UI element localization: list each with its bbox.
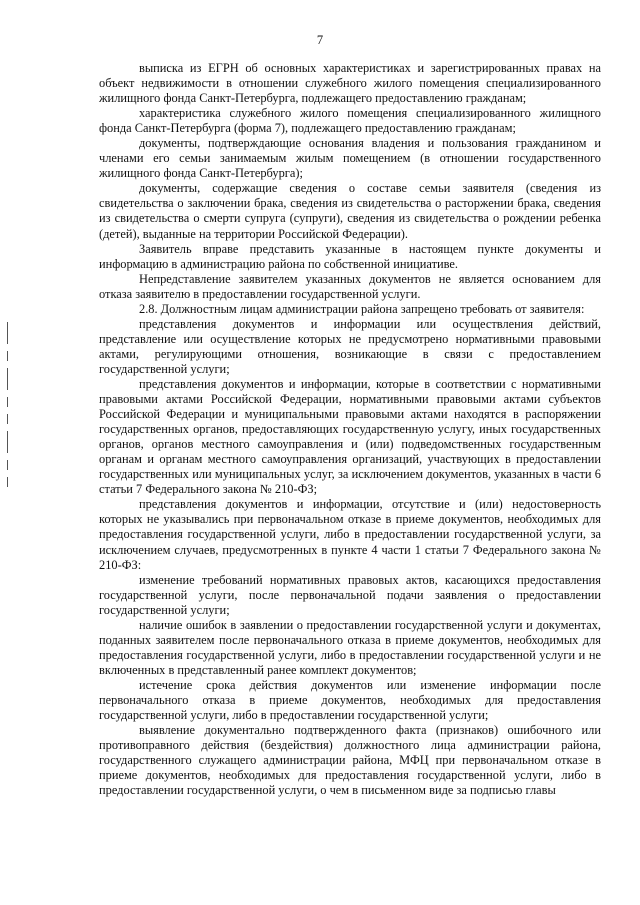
paragraph: представления документов и информации, отсутствие и (или) недостоверность которых не указывались при первоначальном отказе в приеме документов, необходимых для предоставления государственной услуги, либо в предоставлении государственной услуги, за исключением случаев, предусмотренных в пункте 4 части 1 статьи 7 Федерального закона № 210-ФЗ: (99, 497, 601, 572)
paragraph: документы, содержащие сведения о составе семьи заявителя (сведения из свидетельства о заключении брака, сведения из свидетельства о расторжении брака, сведения из свидетельства о смерти супруга (супруги), сведения из свидетельства о рождении ребенка (детей), выданные на территории Российской Федерации). (99, 181, 601, 241)
paragraph: выявление документально подтвержденного факта (признаков) ошибочного или противоправного действия (бездействия) должностного лица администрации района, государственного служащего администрации района, МФЦ при первоначальном отказе в приеме документов, необходимых для предоставления государственной услуги, либо в предоставлении государственной услуги, о чем в письменном виде за подписью главы (99, 723, 601, 798)
paragraph: представления документов и информации, которые в соответствии с нормативными правовыми актами Российской Федерации, нормативными правовыми актами субъектов Российской Федерации и муниципальными правовыми актами находятся в распоряжении государственных органов, предоставляющих государственную услугу, иных государственных органов, органов местного самоуправления и (или) подведомственных государственным органам и органам местного самоуправления организаций, участвующих в предоставлении государственных или муниципальных услуг, за исключением документов, указанных в части 6 статьи 7 Федерального закона № 210-ФЗ; (99, 376, 601, 497)
paragraph: истечение срока действия документов или изменение информации после первоначального отказа в приеме документов, необходимых для предоставления государственной услуги, либо в предоставлении государственной услуги; (99, 677, 601, 723)
paragraph: изменение требований нормативных правовых актов, касающихся предоставления государственной услуги, после первоначальной подачи заявления о предоставлении государственной услуги; (99, 572, 601, 617)
paragraph: выписка из ЕГРН об основных характеристиках и зарегистрированных правах на объект недвижимости в отношении служебного жилого помещения специализированного жилищного фонда Санкт-Петербурга, подлежащего предоставлению гражданам; (99, 61, 601, 106)
section-heading: 2.8. Должностным лицам администрации района запрещено требовать от заявителя: (139, 301, 585, 316)
paragraph: Непредставление заявителем указанных документов не является основанием для отказа заявителю в предоставлении государственной услуги. (99, 271, 601, 301)
page-number: 7 (316, 33, 324, 47)
margin-scan-marks (7, 322, 8, 487)
paragraph: наличие ошибок в заявлении о предоставлении государственной услуги и документах, поданных заявителем после первоначального отказа в приеме документов, необходимых для предоставления государственной услуги, либо в предоставлении государственной услуги и не включенных в представленный ранее комплект документов; (99, 617, 601, 677)
paragraph: документы, подтверждающие основания владения и пользования гражданином и членами его семьи занимаемым жилым помещением (в отношении государственного жилищного фонда Санкт-Петербурга); (99, 136, 601, 181)
document-body (99, 61, 601, 798)
paragraph: представления документов и информации или осуществления действий, представление или осуществление которых не предусмотрено нормативными правовыми актами, регулирующими отношения, возникающие в связи с предоставлением государственной услуги; (99, 316, 601, 376)
paragraph: Заявитель вправе представить указанные в настоящем пункте документы и информацию в администрацию района по собственной инициативе. (99, 241, 601, 271)
paragraph: характеристика служебного жилого помещения специализированного жилищного фонда Санкт-Петербурга (форма 7), подлежащего предоставлению гражданам; (99, 106, 601, 136)
